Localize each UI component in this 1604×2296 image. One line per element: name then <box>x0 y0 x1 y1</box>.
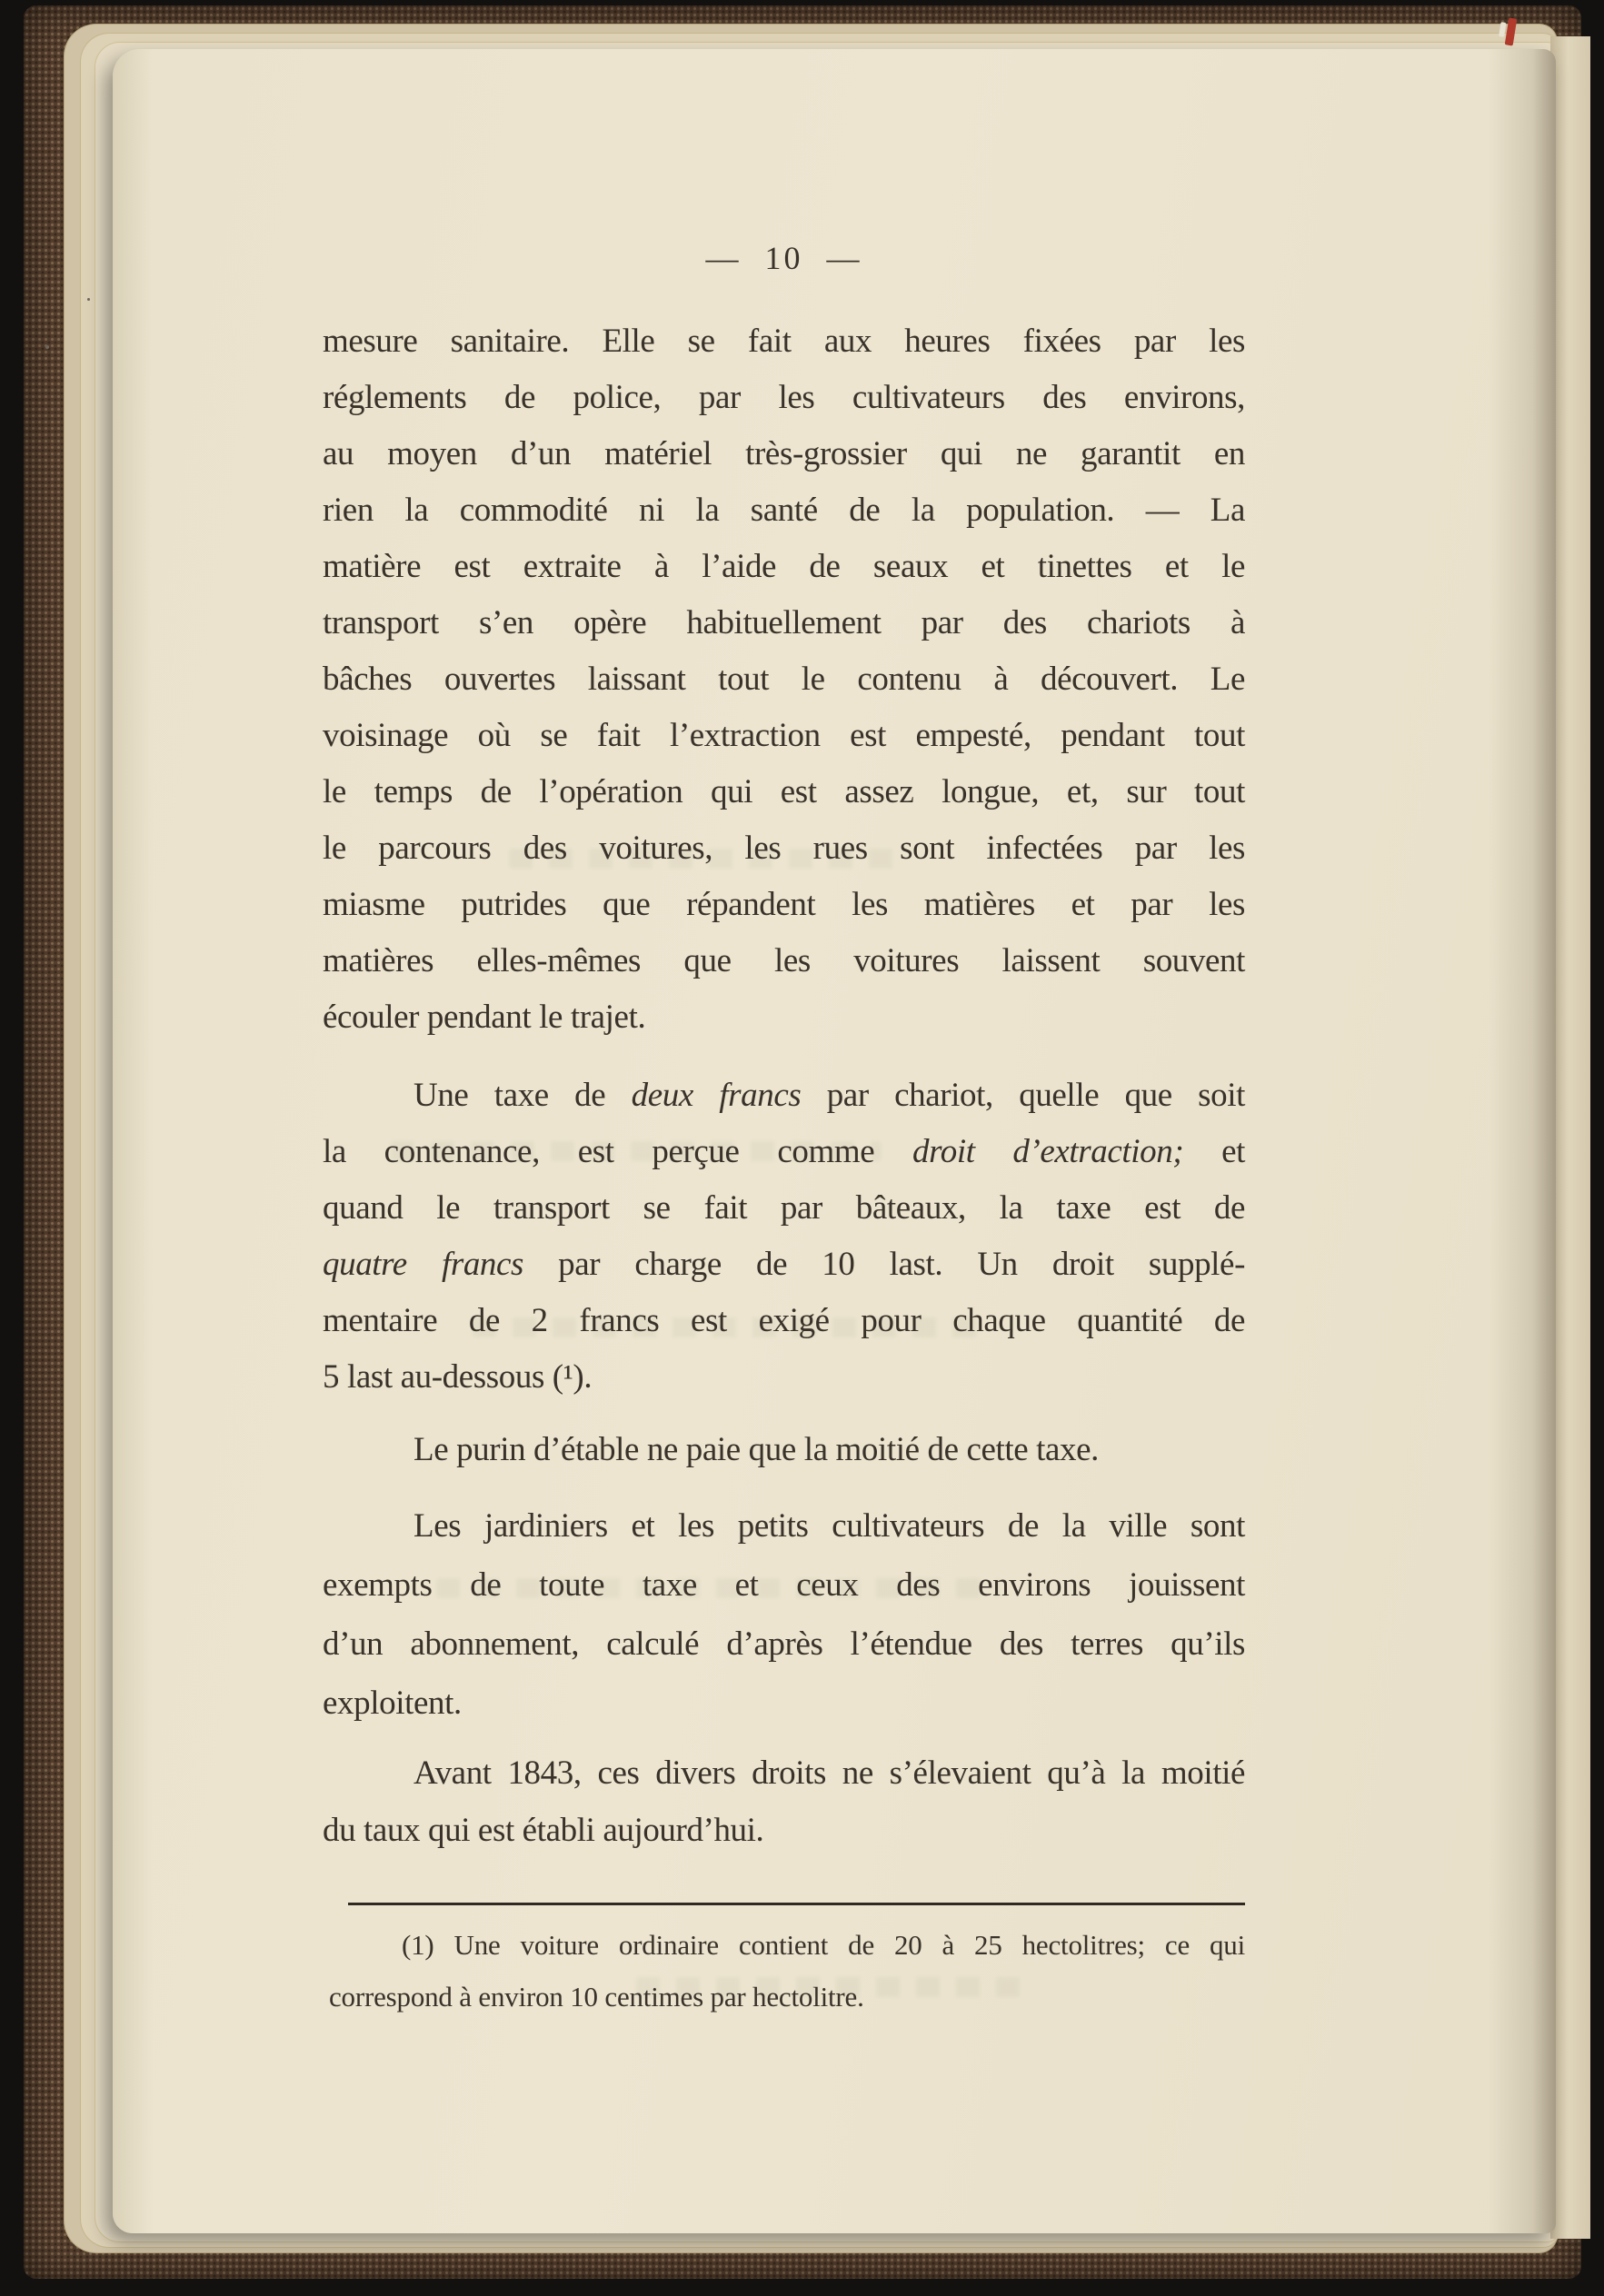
text-line: écouler pendant le trajet. <box>323 999 646 1036</box>
text-line: bâches ouvertes laissant tout le contenu à découvert. Le <box>323 661 1245 698</box>
italic-text: droit d’extraction; <box>912 1133 1184 1170</box>
text-line: transport s’en opère habituellement par des chariots à <box>323 604 1245 641</box>
footnote <box>329 1919 1245 2023</box>
text-line: d’un abonnement, calculé d’après l’étendue des terres qu’ils <box>323 1625 1245 1663</box>
paragraph-1 <box>323 313 1245 1046</box>
text-segment: et <box>1183 1133 1245 1170</box>
text-line: le temps de l’opération qui est assez longue, et, sur tout <box>323 773 1245 810</box>
text-segment: la contenance, est perçue comme <box>323 1133 912 1170</box>
text-line: Le purin d’étable ne paie que la moitié de cette taxe. <box>413 1431 1100 1468</box>
paragraph-2 <box>323 1068 1245 1406</box>
paragraph-4 <box>323 1496 1245 1733</box>
italic-text: deux francs <box>631 1077 802 1114</box>
text-line: miasme putrides que répandent les matières et par les <box>323 886 1245 923</box>
paragraph-5 <box>323 1744 1245 1859</box>
text-line: au moyen d’un matériel très-grossier qui ne garantit en <box>323 435 1245 472</box>
text-line: Les jardiniers et les petits cultivateurs de la ville sont <box>413 1507 1245 1545</box>
text-line: du taux qui est établi aujourd’hui. <box>323 1812 764 1849</box>
text-line <box>323 1124 1245 1180</box>
text-line: le parcours des voitures, les rues sont infectées par les <box>323 830 1245 867</box>
footnote-line: correspond à environ 10 centimes par hectolitre. <box>329 1981 864 2013</box>
text-line <box>323 1068 1245 1124</box>
text-line: voisinage où se fait l’extraction est empesté, pendant tout <box>323 717 1245 754</box>
text-line: 5 last au-dessous (¹). <box>323 1358 593 1396</box>
text-line: exploitent. <box>323 1685 462 1722</box>
text-segment: par chariot, quelle que soit <box>801 1077 1245 1114</box>
footnote-rule <box>348 1903 1245 1905</box>
text-segment: par charge de 10 last. Un droit supplé- <box>523 1246 1245 1283</box>
text-line: réglements de police, par les cultivateurs des environs, <box>323 379 1245 416</box>
text-line: quand le transport se fait par bâteaux, la taxe est de <box>323 1189 1245 1227</box>
text-line: matières elles-mêmes que les voitures laissent souvent <box>323 942 1245 979</box>
text-line: Avant 1843, ces divers droits ne s’élevaient qu’à la moitié <box>413 1754 1245 1792</box>
footnote-line: (1) Une voiture ordinaire contient de 20 à 25 hectolitres; ce qui <box>402 1929 1245 1961</box>
text-line: rien la commodité ni la santé de la population. — La <box>323 492 1245 529</box>
text-segment: Une taxe de <box>413 1077 632 1114</box>
text-line: mentaire de 2 francs est exigé pour chaque quantité de <box>323 1302 1245 1339</box>
text-line: exempts de toute taxe et ceux des environs jouissent <box>323 1566 1245 1604</box>
italic-text: quatre francs <box>323 1246 524 1283</box>
text-line: matière est extraite à l’aide de seaux et tinettes et le <box>323 548 1245 585</box>
text-line <box>323 1237 1245 1293</box>
page-number: — 10 — <box>705 240 862 276</box>
text-line: mesure sanitaire. Elle se fait aux heures fixées par les <box>323 323 1245 360</box>
paragraph-3 <box>323 1422 1245 1478</box>
